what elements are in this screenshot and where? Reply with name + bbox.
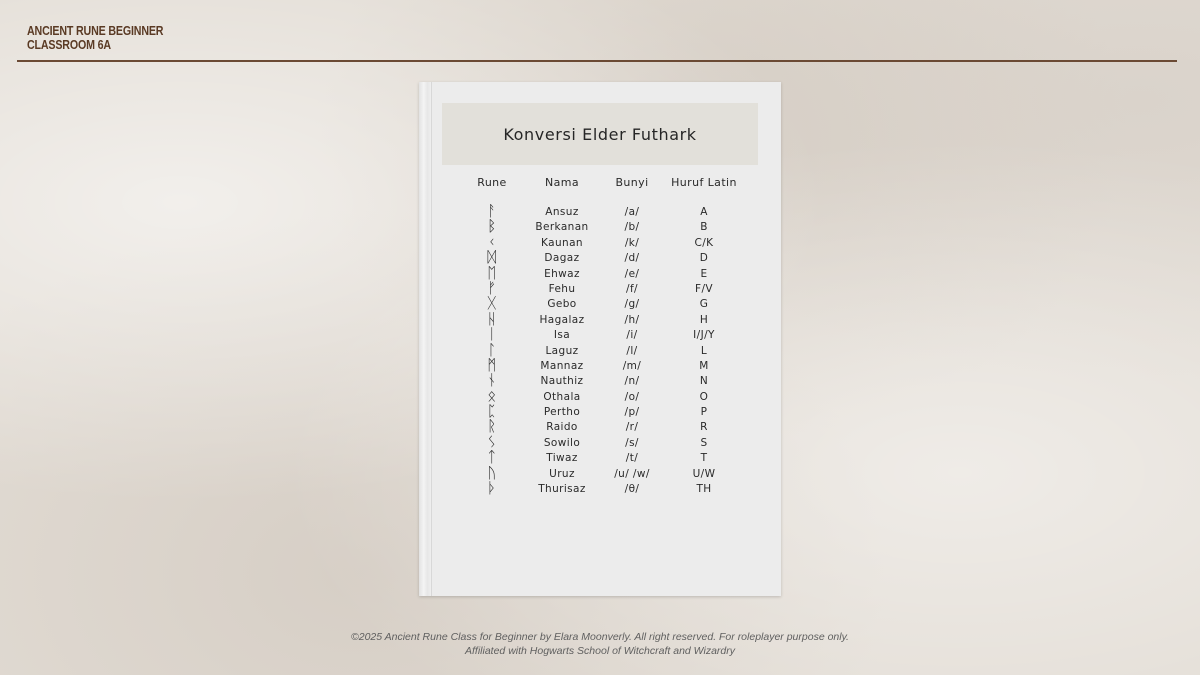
rune-name: Ansuz <box>545 206 579 218</box>
rune-sound: /θ/ <box>624 483 640 496</box>
table-row <box>432 448 781 467</box>
header-divider <box>17 60 1177 62</box>
header-line-1: ANCIENT RUNE BEGINNER <box>27 23 164 38</box>
rune-sound: /e/ <box>624 267 640 280</box>
rune-glyph: ᛖ <box>487 263 497 282</box>
table-row <box>432 417 781 436</box>
rune-latin-letter: B <box>700 221 708 234</box>
rune-latin-letter: O <box>699 390 709 403</box>
rune-name: Pertho <box>543 406 581 419</box>
table-row <box>432 463 781 482</box>
table-row <box>432 371 781 390</box>
rune-sound: /g/ <box>624 298 640 311</box>
rune-glyph: ᛚ <box>487 340 497 359</box>
table-row <box>432 217 781 236</box>
rune-glyph: ᚨ <box>487 202 497 220</box>
rune-conversion-sheet <box>419 82 781 596</box>
table-row <box>432 202 781 220</box>
rune-latin-letter: U/W <box>692 467 716 480</box>
rune-latin-letter: TH <box>696 483 712 496</box>
rune-sound: /a/ <box>624 206 640 218</box>
rune-latin-letter: M <box>699 359 709 372</box>
rune-glyph: ᚾ <box>487 371 497 390</box>
table-row <box>432 355 781 374</box>
rune-latin-letter: H <box>699 313 709 326</box>
rune-glyph: ᚢ <box>487 463 497 482</box>
rune-latin-letter: S <box>700 436 708 449</box>
column-header-name: Nama <box>544 176 580 189</box>
rune-glyph: ᛈ <box>487 402 497 421</box>
affiliation-notice: Affiliated with Hogwarts School of Witchcraft and Wizardry <box>465 645 735 657</box>
rune-glyph: ᛏ <box>487 448 497 467</box>
rune-latin-letter: G <box>699 298 709 311</box>
rune-glyph: ᛞ <box>487 248 497 267</box>
rune-latin-letter: T <box>700 452 708 465</box>
rune-latin-letter: E <box>700 267 708 280</box>
rune-sound: /r/ <box>625 421 639 434</box>
rune-name: Isa <box>553 329 571 342</box>
rune-sound: /l/ <box>626 344 638 357</box>
rune-sound: /d/ <box>624 252 640 265</box>
rune-glyph: ᛁ <box>487 325 497 344</box>
rune-latin-letter: R <box>700 421 708 434</box>
rune-glyph: ᛒ <box>487 217 497 236</box>
rune-sound: /t/ <box>625 452 639 465</box>
rune-sound: /i/ <box>626 329 638 342</box>
rune-name: Laguz <box>545 344 579 357</box>
rune-latin-letter: I/J/Y <box>693 329 715 342</box>
rune-glyph: ᛟ <box>487 386 497 405</box>
rune-sound: /k/ <box>624 236 640 249</box>
table-row <box>432 263 781 282</box>
rune-latin-letter: L <box>700 344 708 357</box>
rune-name: Hagalaz <box>539 313 585 326</box>
rune-glyph: ᚱ <box>487 417 497 436</box>
rune-name: Uruz <box>549 467 575 480</box>
rune-glyph: ᚦ <box>487 479 497 498</box>
rune-name: Berkanan <box>535 221 589 234</box>
rune-glyph: ᛊ <box>487 432 497 451</box>
rune-name: Mannaz <box>540 359 584 372</box>
column-header-latin: Huruf Latin <box>671 176 737 189</box>
rune-name: Kaunan <box>541 236 583 249</box>
table-row <box>432 232 781 251</box>
rune-latin-letter: D <box>699 252 709 265</box>
rune-name: Gebo <box>547 298 577 311</box>
rune-latin-letter: C/K <box>694 236 714 249</box>
rune-sound: /h/ <box>624 313 640 326</box>
header-line-2: CLASSROOM 6A <box>27 37 111 52</box>
sheet-title: Konversi Elder Futhark <box>503 124 697 144</box>
table-row <box>432 325 781 344</box>
rune-sound: /m/ <box>622 359 642 372</box>
rune-latin-letter: F/V <box>695 282 713 295</box>
sheet-page <box>432 82 781 596</box>
rune-sound: /u/ /w/ <box>614 467 650 480</box>
rune-name: Raido <box>546 421 578 434</box>
rune-sound: /f/ <box>626 282 638 295</box>
column-header-rune: Rune <box>477 176 507 189</box>
rune-name: Nauthiz <box>540 375 584 388</box>
rune-name: Fehu <box>548 282 576 295</box>
table-row <box>432 278 781 297</box>
rune-glyph: ᚲ <box>487 232 497 251</box>
sheet-binding-edge <box>419 82 432 596</box>
rune-latin-letter: N <box>699 375 709 388</box>
rune-sound: /p/ <box>624 406 640 419</box>
table-row <box>432 294 781 313</box>
table-row <box>432 248 781 267</box>
rune-name: Thurisaz <box>538 483 586 496</box>
rune-table <box>432 82 781 596</box>
rune-latin-letter: P <box>700 406 708 419</box>
rune-name: Sowilo <box>543 436 581 449</box>
footer <box>0 630 1200 658</box>
rune-glyph: ᚠ <box>487 278 497 297</box>
rune-name: Ehwaz <box>544 267 580 280</box>
rune-name: Dagaz <box>544 252 580 265</box>
table-row <box>432 386 781 405</box>
rune-glyph: ᚷ <box>487 294 497 313</box>
table-row <box>432 479 781 498</box>
rune-sound: /n/ <box>624 375 640 388</box>
table-row <box>432 402 781 421</box>
rune-sound: /o/ <box>624 390 640 403</box>
rune-name: Tiwaz <box>546 452 578 465</box>
table-row <box>432 432 781 451</box>
rune-name: Othala <box>543 390 581 403</box>
classroom-header <box>27 24 163 52</box>
table-row <box>432 340 781 359</box>
rune-glyph: ᚺ <box>487 309 497 328</box>
column-header-sound: Bunyi <box>615 176 649 189</box>
rune-sound: /b/ <box>624 221 640 234</box>
rune-glyph: ᛗ <box>487 355 497 374</box>
rune-table-body <box>432 202 781 498</box>
table-row <box>432 309 781 328</box>
rune-sound: /s/ <box>625 436 639 449</box>
rune-latin-letter: A <box>700 206 708 218</box>
copyright-notice: ©2025 Ancient Rune Class for Beginner by Elara Moonverly. All right reserved. For roleplayer purpose only. <box>351 631 849 643</box>
